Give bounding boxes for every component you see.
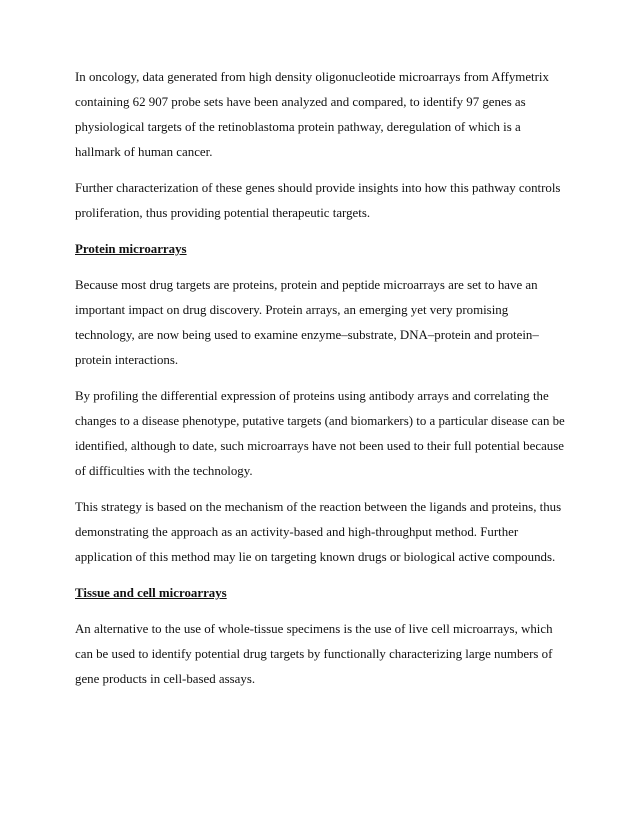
heading-protein-microarrays: Protein microarrays	[75, 242, 187, 256]
paragraph-strategy: This strategy is based on the mechanism of the reaction between the ligands and proteins, thus demonstrating the approach as an activity-based and high-throughput method. Further application of this method may lie on targeting known drugs or biological active compounds.	[75, 500, 562, 564]
paragraph-oncology: In oncology, data generated from high density oligonucleotide microarrays from Affymetrix containing 62 907 probe sets have been analyzed and compared, to identify 97 genes as physiological targets of the retinoblastoma protein pathway, deregulation of which is a hallmark of human cancer.	[75, 70, 549, 159]
paragraph-live-cell: An alternative to the use of whole-tissue specimens is the use of live cell microarrays, which can be used to identify potential drug targets by functionally characterizing large numbers of gene products in cell-based assays.	[75, 622, 553, 686]
document-page	[75, 65, 565, 703]
heading-tissue-cell-microarrays: Tissue and cell microarrays	[75, 586, 227, 600]
paragraph-drug-targets: Because most drug targets are proteins, protein and peptide microarrays are set to have an important impact on drug discovery. Protein arrays, an emerging yet very promising technology, are now being used to examine enzyme–substrate, DNA–protein and protein–protein interactions.	[75, 278, 539, 367]
paragraph-characterization: Further characterization of these genes should provide insights into how this pathway controls proliferation, thus providing potential therapeutic targets.	[75, 181, 561, 220]
paragraph-profiling: By profiling the differential expression of proteins using antibody arrays and correlating the changes to a disease phenotype, putative targets (and biomarkers) to a particular disease can be identified, although to date, such microarrays have not been used to their full potential because of difficulties with the technology.	[75, 389, 565, 478]
